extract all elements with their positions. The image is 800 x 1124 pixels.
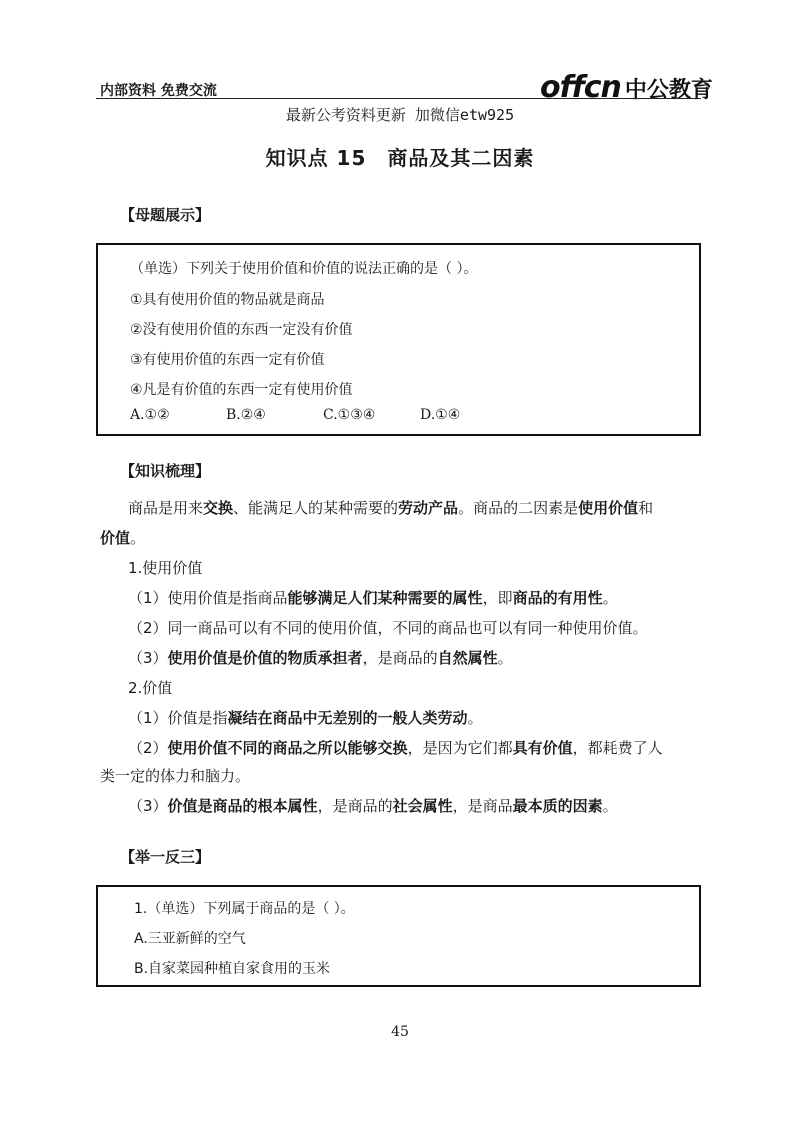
subheading-value: 2.价值: [128, 679, 173, 697]
statement-3: ③有使用价值的东西一定有价值: [130, 352, 325, 368]
page-title: 知识点 15 商品及其二因素: [265, 146, 535, 170]
point-bold: 自然属性: [437, 649, 498, 667]
logo-en: offcn: [540, 70, 621, 105]
point-text: （3）: [128, 797, 168, 815]
use-value-point-2: （2）同一商品可以有不同的使用价值，不同的商品也可以有同一种使用价值。: [128, 619, 648, 637]
page-number: 45: [391, 1024, 409, 1040]
point-bold: 社会属性: [392, 797, 453, 815]
value-point-2: [128, 738, 663, 758]
logo-cn: 中公教育: [624, 78, 713, 103]
intro-bold: 价值: [100, 529, 131, 547]
point-text: （3）: [128, 649, 168, 667]
value-point-2-cont: 类一定的体力和脑力。: [100, 767, 251, 785]
point-text: 。: [602, 589, 618, 607]
option-a: A.①②: [130, 407, 170, 423]
intro-text: 商品是用来: [128, 499, 204, 517]
point-text: ，是商品的: [317, 797, 393, 815]
practice-option-a: A.三亚新鲜的空气: [134, 931, 246, 947]
intro-text: 。商品的二因素是: [458, 499, 579, 517]
value-point-3: [128, 796, 618, 816]
intro-line-2: [100, 528, 145, 548]
intro-bold: 使用价值: [578, 499, 639, 517]
practice-question: 1.（单选）下列属于商品的是（ ）。: [134, 901, 355, 917]
intro-line-1: [128, 498, 653, 518]
point-text: 。: [497, 649, 513, 667]
question-box: [96, 243, 701, 436]
practice-option-b: B.自家菜园种植自家食用的玉米: [134, 961, 331, 977]
point-bold: 具有价值: [512, 739, 573, 757]
section-heading-practice: 【举一反三】: [120, 848, 211, 866]
point-text: （1）使用价值是指商品: [128, 589, 288, 607]
option-d: D.①④: [420, 407, 461, 423]
option-c: C.①③④: [323, 407, 376, 423]
section-heading-knowledge: 【知识梳理】: [120, 462, 211, 480]
point-text: ，即: [482, 589, 513, 607]
intro-bold: 交换: [203, 499, 234, 517]
intro-text: 和: [638, 499, 654, 517]
wechat-note: 最新公考资料更新 加微信etw925: [285, 106, 515, 124]
section-heading-mother-question: 【母题展示】: [120, 206, 211, 224]
point-bold: 价值是商品的根本属性: [167, 797, 318, 815]
point-bold: 使用价值不同的商品之所以能够交换: [167, 739, 408, 757]
point-text: ，是商品: [452, 797, 513, 815]
point-text: ，是商品的: [362, 649, 438, 667]
header-divider: [96, 98, 701, 99]
point-bold: 最本质的因素: [512, 797, 603, 815]
point-text: ，都耗费了人: [572, 739, 663, 757]
point-text: 。: [602, 797, 618, 815]
statement-1: ①具有使用价值的物品就是商品: [130, 292, 325, 308]
header-left-text: 内部资料 免费交流: [100, 83, 217, 99]
intro-text: 、能满足人的某种需要的: [233, 499, 399, 517]
practice-box: [96, 885, 701, 987]
value-point-1: [128, 708, 483, 728]
point-text: 。: [467, 709, 483, 727]
use-value-point-1: [128, 588, 618, 608]
use-value-point-3: [128, 648, 513, 668]
option-b: B.②④: [226, 407, 266, 423]
offcn-logo: [540, 70, 713, 105]
subheading-use-value: 1.使用价值: [128, 559, 203, 577]
statement-4: ④凡是有价值的东西一定有使用价值: [130, 382, 353, 398]
statement-2: ②没有使用价值的东西一定没有价值: [130, 322, 353, 338]
point-bold: 能够满足人们某种需要的属性: [287, 589, 483, 607]
point-text: ，是因为它们都: [407, 739, 513, 757]
point-bold: 使用价值是价值的物质承担者: [167, 649, 363, 667]
intro-text: 。: [130, 529, 146, 547]
point-text: （2）: [128, 739, 168, 757]
intro-bold: 劳动产品: [398, 499, 459, 517]
question-stem: （单选）下列关于使用价值和价值的说法正确的是（ ）。: [130, 261, 478, 277]
point-bold: 凝结在商品中无差别的一般人类劳动: [227, 709, 468, 727]
point-text: （1）价值是指: [128, 709, 228, 727]
point-bold: 商品的有用性: [512, 589, 603, 607]
